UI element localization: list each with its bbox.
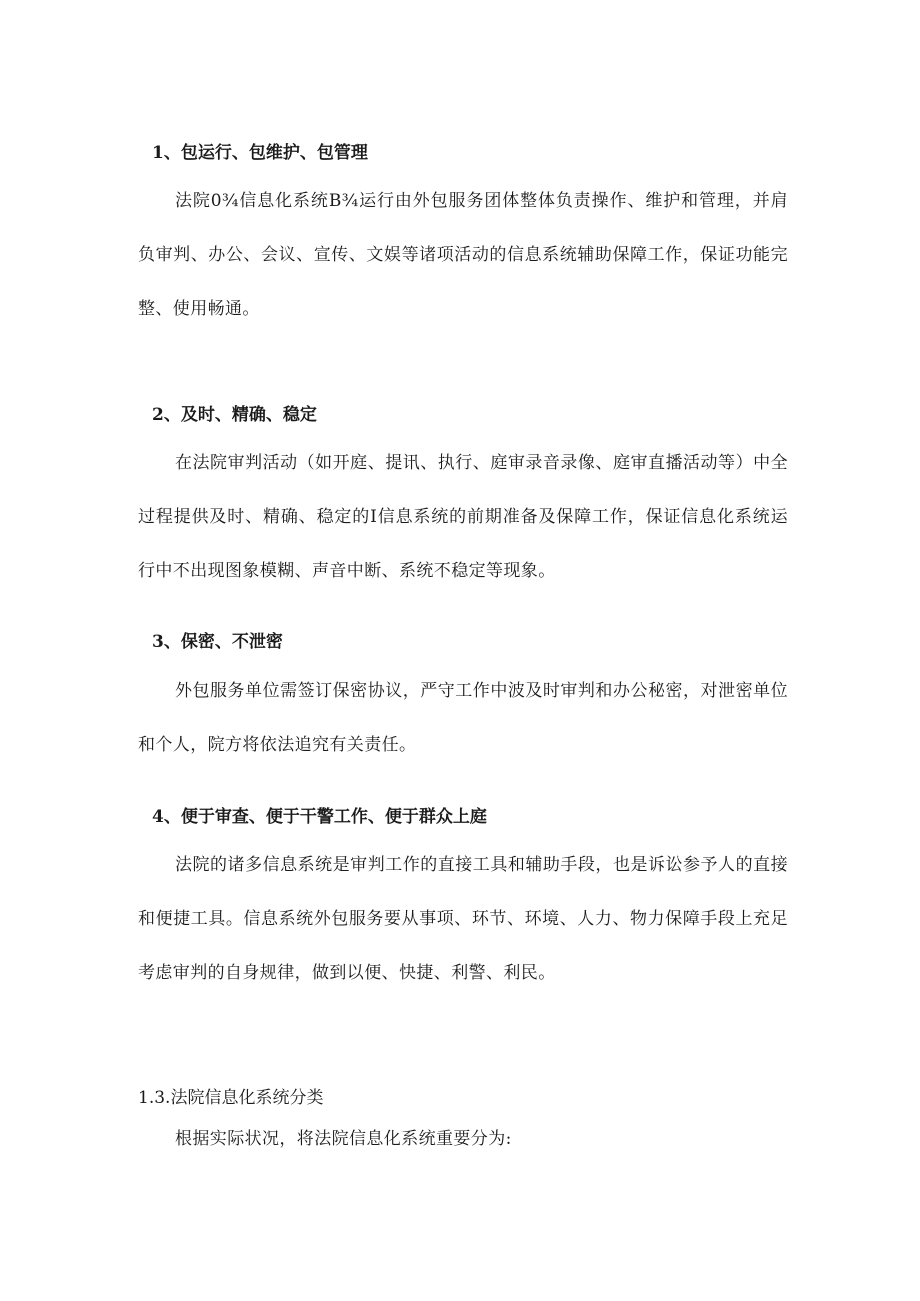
item-3-heading: 3、保密、不泄密 — [152, 632, 283, 652]
section-heading: 1.3.法院信息化系统分类 — [138, 1088, 324, 1108]
item-3-paragraph: 外包服务单位需签订保密协议，严守工作中波及时审判和办公秘密，对泄密单位和个人，院方将依法追究有关责任。 — [138, 681, 788, 755]
section-paragraph: 根据实际状况，将法院信息化系统重要分为: — [175, 1129, 512, 1149]
item-1-heading: 1、包运行、包维护、包管理 — [152, 143, 368, 163]
item-4-paragraph: 法院的诸多信息系统是审判工作的直接工具和辅助手段，也是诉讼参予人的直接和便捷工具。信息系统外包服务要从事项、环节、环境、人力、物力保障手段上充足考虑审判的自身规律，做到以便、快捷、利警、利民。 — [138, 855, 788, 983]
item-2-heading: 2、及时、精确、稳定 — [152, 405, 317, 425]
item-2-paragraph: 在法院审判活动（如开庭、提讯、执行、庭审录音录像、庭审直播活动等）中全过程提供及时、精确、稳定的I信息系统的前期准备及保障工作，保证信息化系统运行中不出现图象模糊、声音中断、系统不稳定等现象。 — [138, 453, 788, 581]
item-1-paragraph: 法院0¾信息化系统B¾运行由外包服务团体整体负责操作、维护和管理，并肩负审判、办公、会议、宣传、文娱等诸项活动的信息系统辅助保障工作，保证功能完整、使用畅通。 — [138, 191, 788, 319]
item-4-heading: 4、便于审查、便于干警工作、便于群众上庭 — [152, 807, 487, 827]
